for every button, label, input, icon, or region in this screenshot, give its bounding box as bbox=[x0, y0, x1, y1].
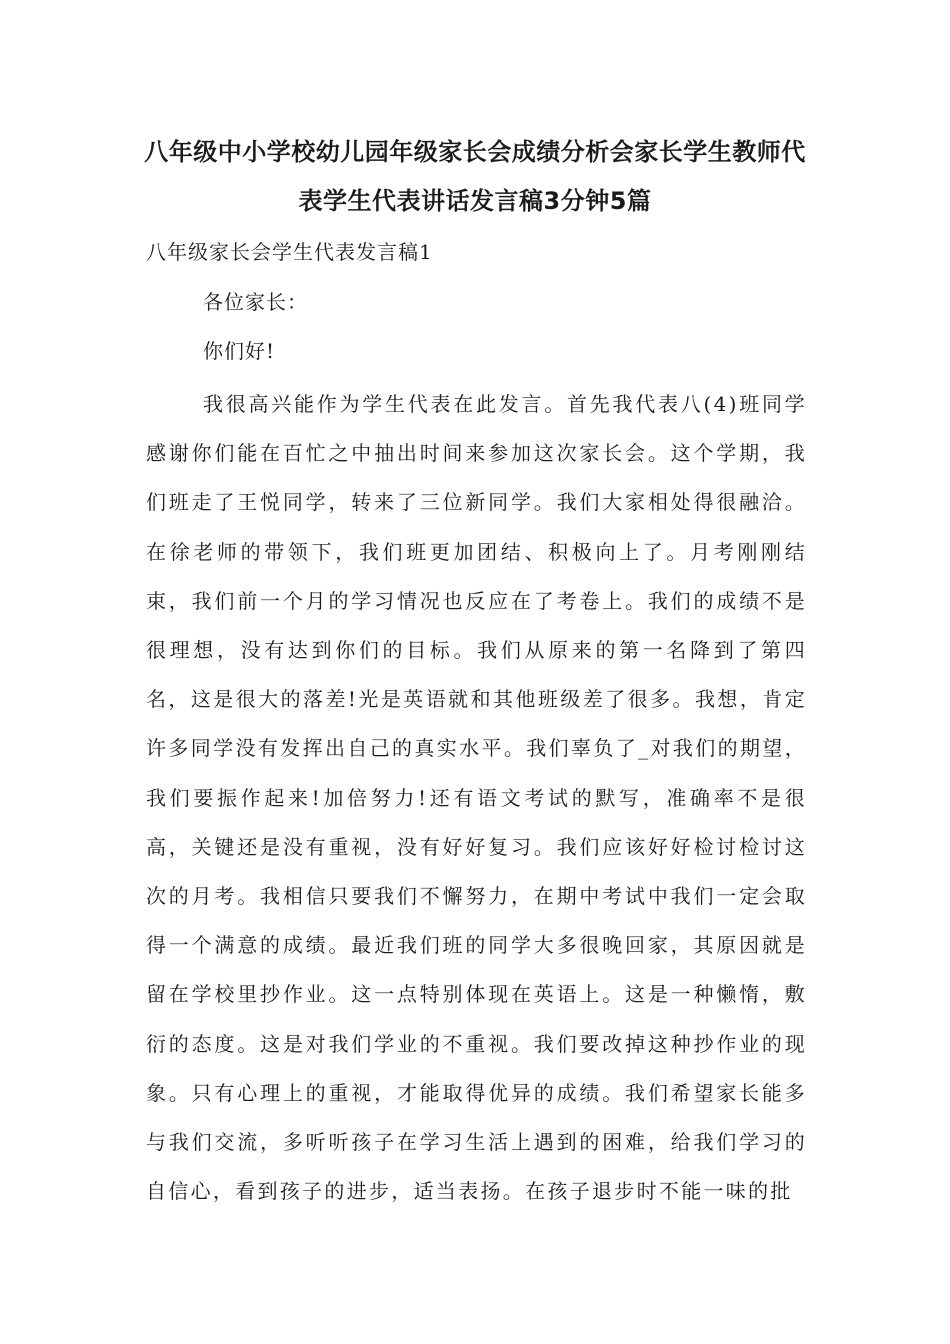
salutation-line: 各位家长： bbox=[203, 290, 308, 314]
body-paragraph: 我很高兴能作为学生代表在此发言。首先我代表八(4)班同学感谢你们能在百忙之中抽出时间来参加这次家长会。这个学期，我们班走了王悦同学，转来了三位新同学。我们大家相处得很融洽。在徐老师的带领下，我们班更加团结、积极向上了。月考刚刚结束，我们前一个月的学习情况也反应在了考卷上。我们的成绩不是很理想，没有达到你们的目标。我们从原来的第一名降到了第四名，这是很大的落差!光是英语就和其他班级差了很多。我想，肯定许多同学没有发挥出自己的真实水平。我们辜负了_对我们的期望，我们要振作起来!加倍努力!还有语文考试的默写，准确率不是很高，关键还是没有重视，没有好好复习。我们应该好好检讨检讨这次的月考。我相信只要我们不懈努力，在期中考试中我们一定会取得一个满意的成绩。最近我们班的同学大多很晚回家，其原因就是留在学校里抄作业。这一点特别体现在英语上。这是一种懒惰，敷衍的态度。这是对我们学业的不重视。我们要改掉这种抄作业的现象。只有心理上的重视，才能取得优异的成绩。我们希望家长能多与我们交流，多听听孩子在学习生活上遇到的困难，给我们学习的自信心，看到孩子的进步，适当表扬。在孩子退步时不能一味的批 bbox=[146, 392, 807, 1204]
document-title: 八年级中小学校幼儿园年级家长会成绩分析会家长学生教师代表学生代表讲话发言稿3分钟5篇 bbox=[144, 138, 806, 215]
greeting-line: 你们好! bbox=[203, 339, 276, 363]
section-heading: 八年级家长会学生代表发言稿1 bbox=[146, 240, 433, 264]
